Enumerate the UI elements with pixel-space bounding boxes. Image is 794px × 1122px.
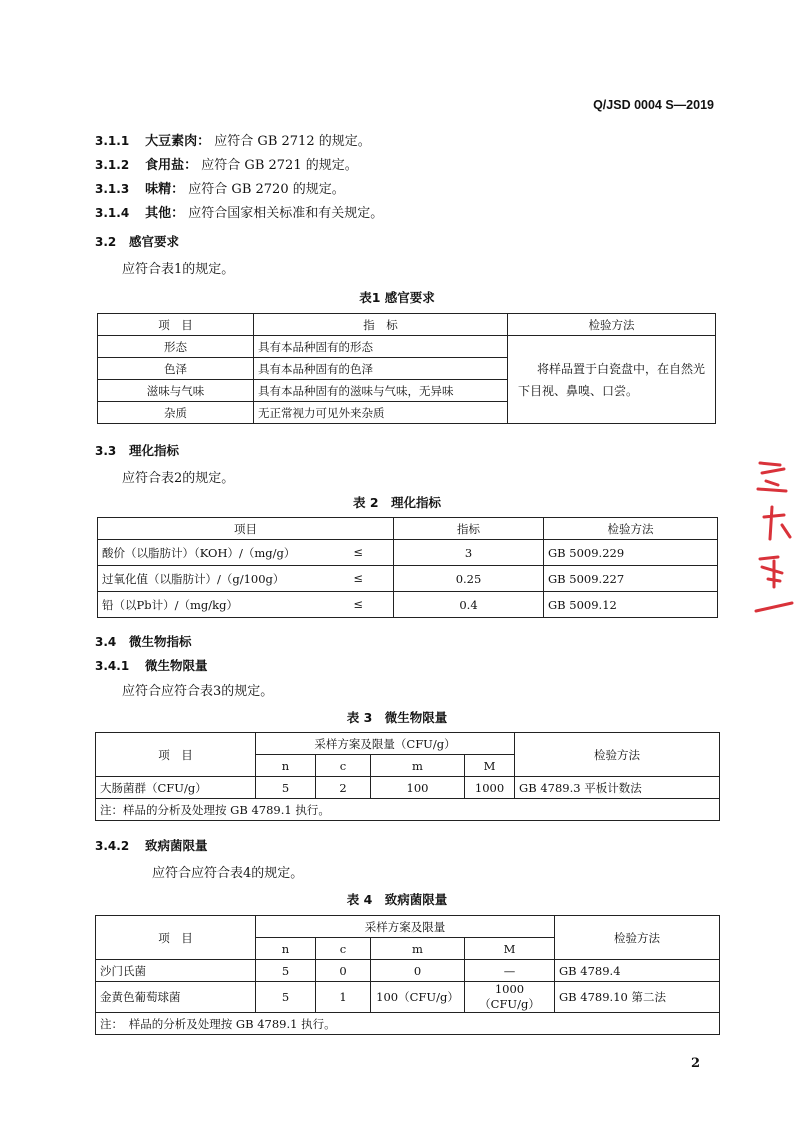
sub-header-n: n (256, 755, 316, 777)
table-row-item (98, 592, 394, 618)
section-number: 3.4.2 (95, 839, 130, 853)
table-row-item (98, 540, 394, 566)
clause-term: 其他： (145, 206, 185, 221)
section-3-2-heading (95, 232, 179, 250)
table-row-value: 0.25 (394, 566, 544, 592)
table-row-m: 100（CFU/g） (371, 982, 465, 1013)
operator: ≤ (353, 596, 363, 611)
sub-header-c: c (316, 755, 371, 777)
clause-number: 3.1.2 (95, 158, 130, 172)
sub-header-M: M (465, 938, 555, 960)
table-1-header-method: 检验方法 (508, 314, 716, 336)
table-row-n: 5 (256, 777, 316, 799)
section-title: 感官要求 (129, 234, 180, 249)
table-row-M: 1000 (465, 777, 515, 799)
item-label: 过氧化值（以脂肪计）/（g/100g） (102, 571, 285, 586)
method-line-2: 下目视、鼻嗅、口尝。 (518, 383, 639, 398)
operator: ≤ (353, 570, 363, 585)
item-label: 酸价（以脂肪计）（KOH）/（mg/g） (102, 545, 296, 560)
table-row-M: — (465, 960, 555, 982)
table-3-note: 注：样品的分析及处理按 GB 4789.1 执行。 (96, 799, 720, 821)
table-4-header-method: 检验方法 (555, 916, 720, 960)
table-row-item: 杂质 (98, 402, 254, 424)
table-row-method: GB 4789.4 (555, 960, 720, 982)
table-4-header-plan: 采样方案及限量 (256, 916, 555, 938)
sub-header-n: n (256, 938, 316, 960)
operator: ≤ (353, 544, 363, 559)
section-3-3-text: 应符合表2的规定。 (122, 471, 235, 486)
clause-number: 3.1.3 (95, 182, 130, 196)
table-row-method: GB 5009.227 (544, 566, 718, 592)
seal-stamp-icon (750, 455, 794, 625)
section-number: 3.3 (95, 444, 117, 458)
clause-text: 应符合 GB 2721 的规定。 (201, 158, 358, 173)
section-3-4-1-text: 应符合应符合表3的规定。 (122, 684, 274, 699)
sub-header-c: c (316, 938, 371, 960)
clause-number: 3.1.4 (95, 206, 130, 220)
section-title: 微生物限量 (145, 658, 208, 673)
section-3-4-heading (95, 632, 192, 650)
section-number: 3.2 (95, 235, 117, 249)
table-row-item: 滋味与气味 (98, 380, 254, 402)
clause-text: 应符合 GB 2720 的规定。 (188, 182, 345, 197)
sub-header-M: M (465, 755, 515, 777)
section-3-3-heading (95, 441, 179, 459)
table-row-spec: 具有本品种固有的形态 (254, 336, 508, 358)
table-1-sensory (97, 313, 716, 424)
table-3-header-item: 项 目 (96, 733, 256, 777)
table-row-spec: 具有本品种固有的色泽 (254, 358, 508, 380)
table-2-caption: 表 2 理化指标 (352, 495, 442, 510)
table-4-caption: 表 4 致病菌限量 (346, 892, 448, 907)
clause-3-1-3 (95, 178, 345, 197)
table-row-item: 沙门氏菌 (96, 960, 256, 982)
section-title: 理化指标 (129, 443, 180, 458)
table-1-header-spec: 指 标 (254, 314, 508, 336)
table-1-method-cell (508, 336, 716, 424)
table-row-n: 5 (256, 960, 316, 982)
table-4-header-item: 项 目 (96, 916, 256, 960)
table-2-header-method: 检验方法 (544, 518, 718, 540)
table-2-physicochemical (97, 517, 718, 618)
item-label: 铅（以Pb计）/（mg/kg） (102, 597, 238, 612)
page-number: 2 (690, 1056, 700, 1071)
document-code: Q/JSD 0004 S—2019 (593, 98, 714, 112)
table-row-item: 大肠菌群（CFU/g） (96, 777, 256, 799)
method-line-1: 将样品置于白瓷盘中，在自然光 (536, 361, 705, 376)
table-row-c: 2 (316, 777, 371, 799)
table-3-header-method: 检验方法 (515, 733, 720, 777)
table-row-method: GB 5009.12 (544, 592, 718, 618)
table-4-pathogen (95, 915, 720, 1035)
section-3-2-text: 应符合表1的规定。 (122, 262, 235, 277)
table-4-note: 注： 样品的分析及处理按 GB 4789.1 执行。 (96, 1013, 720, 1035)
section-number: 3.4.1 (95, 659, 130, 673)
clause-term: 大豆素肉： (145, 134, 211, 149)
table-3-caption: 表 3 微生物限量 (346, 710, 448, 725)
section-number: 3.4 (95, 635, 117, 649)
table-row-n: 5 (256, 982, 316, 1013)
table-3-microbial (95, 732, 720, 821)
table-1-header-item: 项 目 (98, 314, 254, 336)
table-row-value: 0.4 (394, 592, 544, 618)
table-1-caption: 表1 感官要求 (359, 290, 435, 305)
clause-text: 应符合 GB 2712 的规定。 (214, 134, 371, 149)
table-2-header-value: 指标 (394, 518, 544, 540)
table-row-c: 0 (316, 960, 371, 982)
table-row-spec: 无正常视力可见外来杂质 (254, 402, 508, 424)
table-row-item (98, 566, 394, 592)
clause-term: 味精： (145, 182, 185, 197)
table-row-method: GB 4789.3 平板计数法 (515, 777, 720, 799)
clause-text: 应符合国家相关标准和有关规定。 (188, 206, 384, 221)
table-row-spec: 具有本品种固有的滋味与气味，无异味 (254, 380, 508, 402)
table-row-item: 金黄色葡萄球菌 (96, 982, 256, 1013)
clause-3-1-2 (95, 154, 358, 173)
section-3-4-2-text: 应符合应符合表4的规定。 (152, 866, 304, 881)
table-2-header-item: 项目 (98, 518, 394, 540)
table-row-method: GB 4789.10 第二法 (555, 982, 720, 1013)
clause-term: 食用盐： (145, 158, 198, 173)
table-row-item: 色泽 (98, 358, 254, 380)
sub-header-m: m (371, 755, 465, 777)
table-row-method: GB 5009.229 (544, 540, 718, 566)
table-row-item: 形态 (98, 336, 254, 358)
section-3-4-1-heading (95, 656, 208, 674)
sub-header-m: m (371, 938, 465, 960)
clause-3-1-1 (95, 130, 371, 149)
section-title: 致病菌限量 (145, 838, 208, 853)
table-3-header-plan: 采样方案及限量（CFU/g） (256, 733, 515, 755)
section-3-4-2-heading (95, 836, 208, 854)
table-row-value: 3 (394, 540, 544, 566)
section-title: 微生物指标 (129, 634, 192, 649)
table-row-m: 100 (371, 777, 465, 799)
clause-3-1-4 (95, 202, 383, 221)
clause-number: 3.1.1 (95, 134, 130, 148)
table-row-M: 1000（CFU/g） (465, 982, 555, 1013)
table-row-m: 0 (371, 960, 465, 982)
table-row-c: 1 (316, 982, 371, 1013)
